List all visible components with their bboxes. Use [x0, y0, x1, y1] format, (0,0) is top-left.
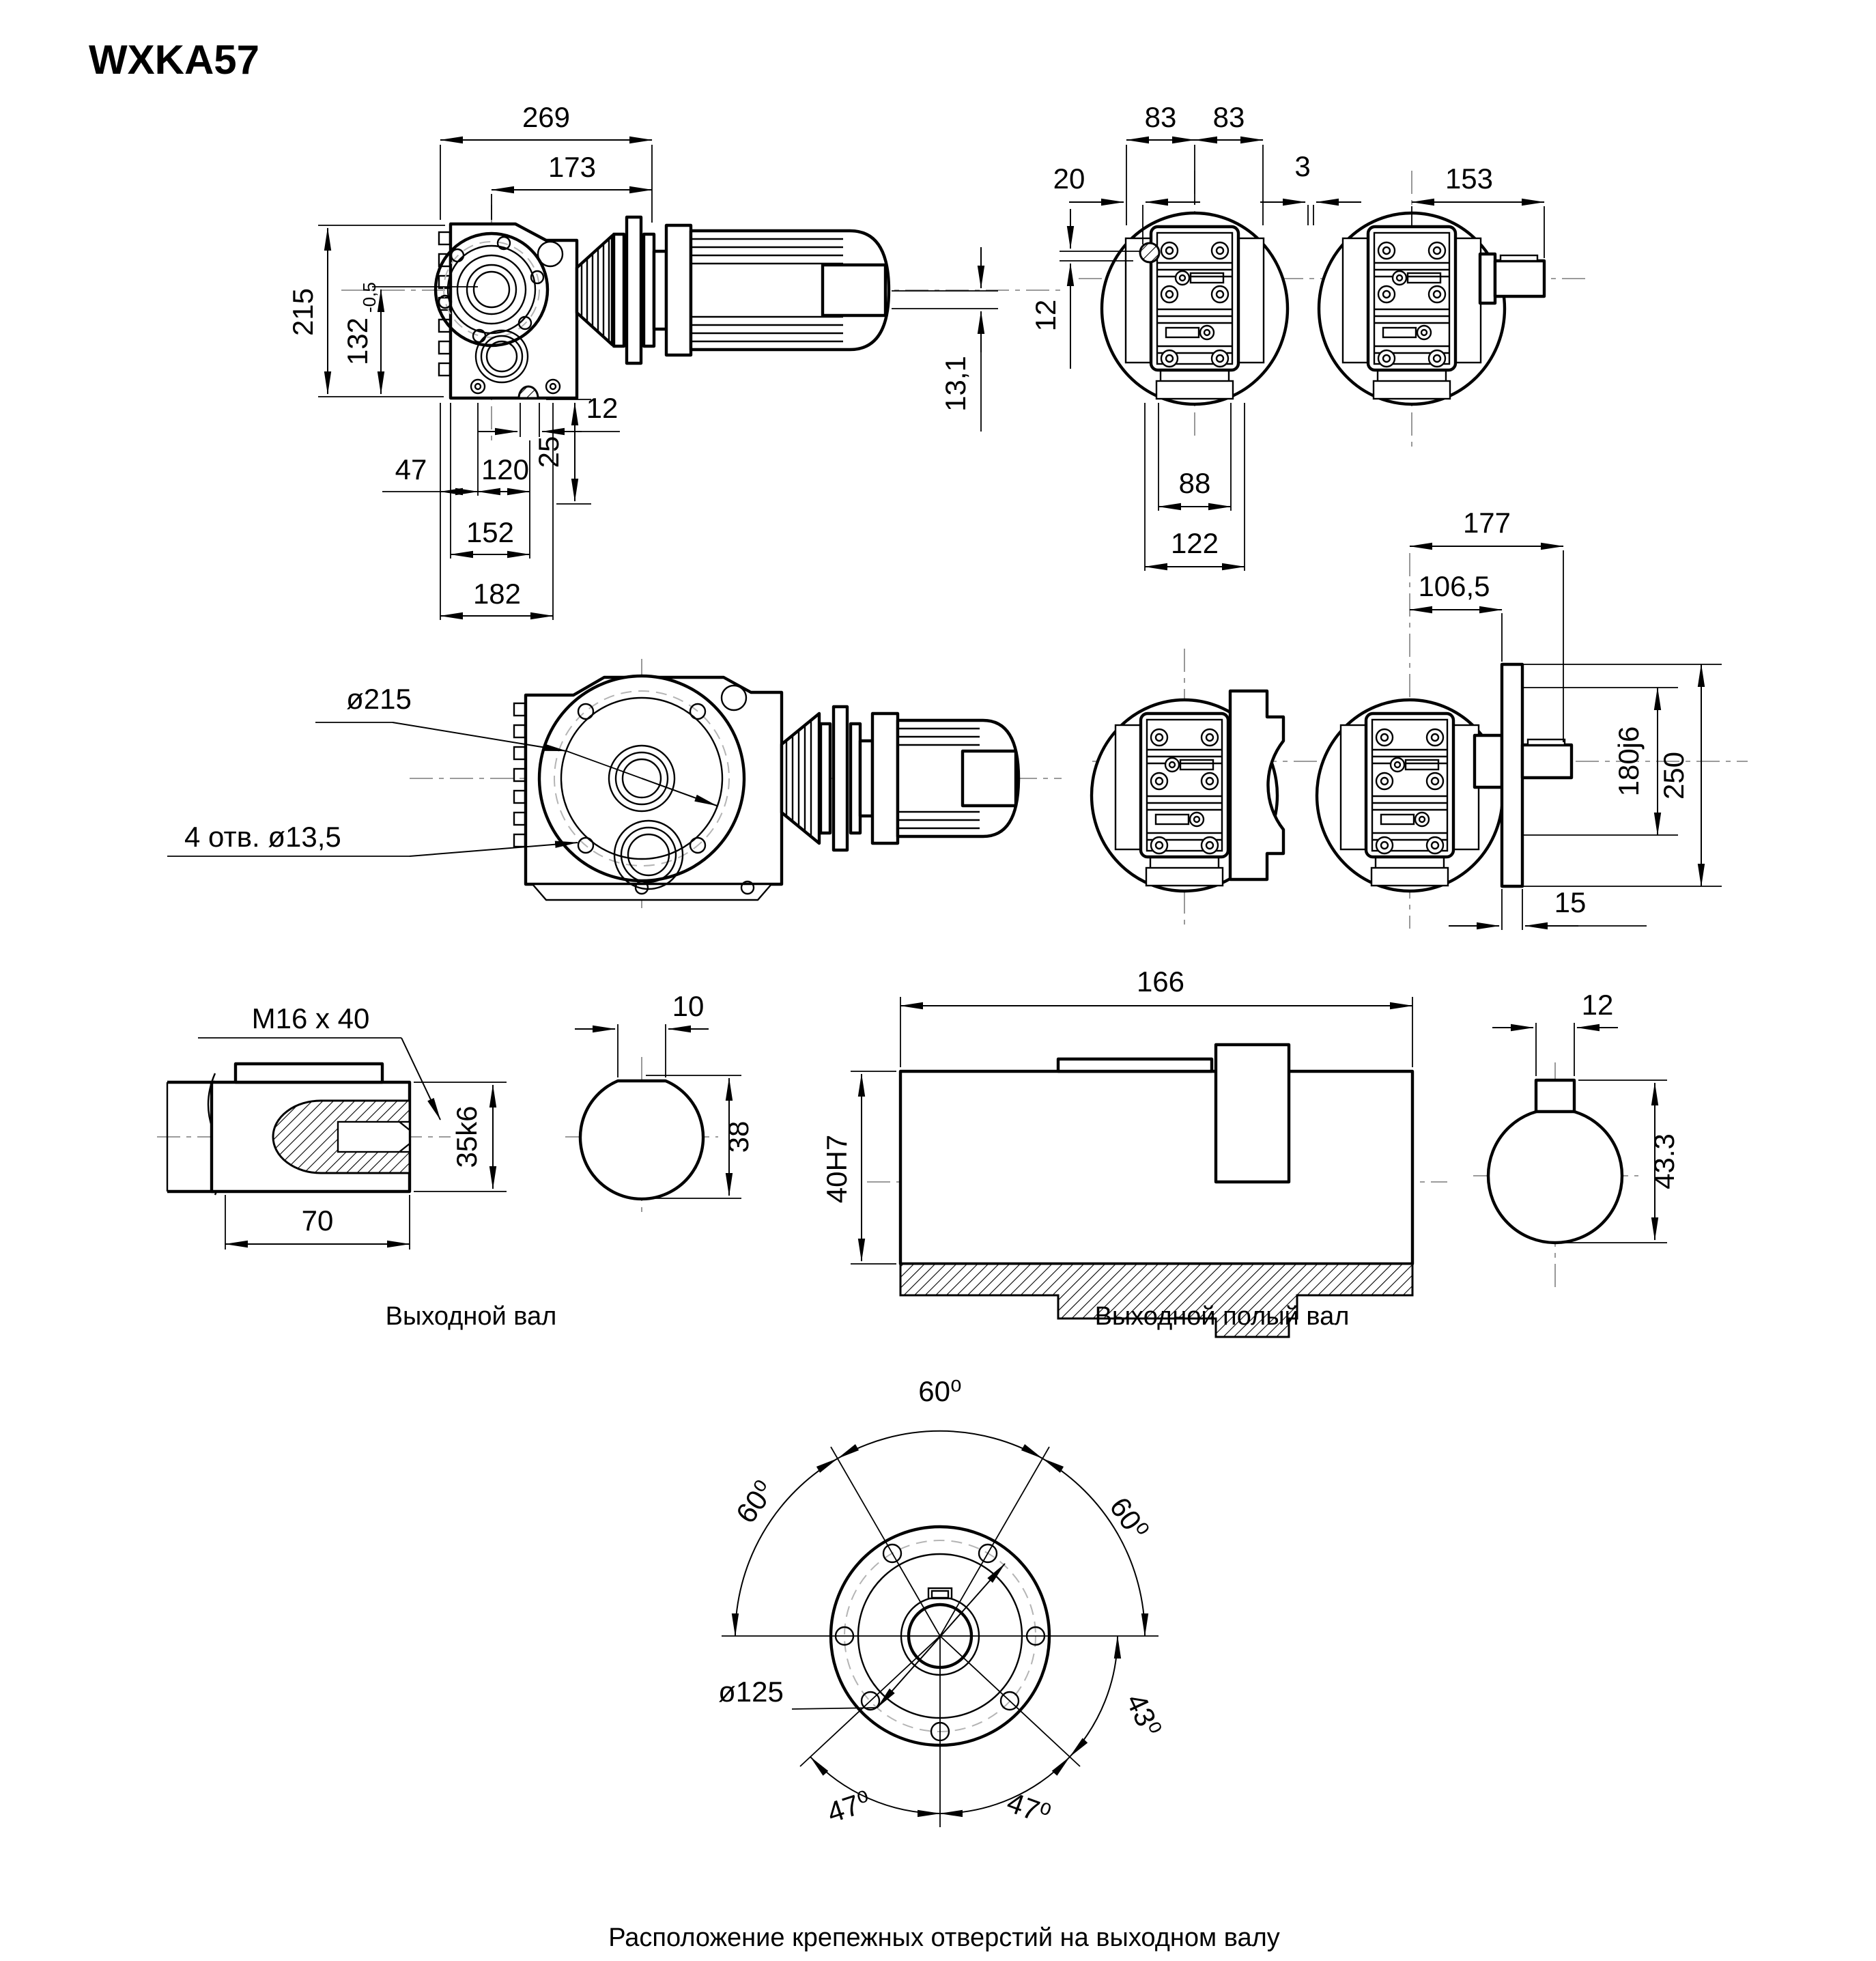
- dim-132: 132: [341, 317, 373, 366]
- angle-47-right: 47⁰: [1003, 1786, 1055, 1831]
- dim-13-1: 13,1: [939, 356, 971, 412]
- dim-12-plug: 12: [586, 392, 619, 424]
- dim-215: 215: [287, 287, 319, 337]
- dim-152: 152: [466, 516, 515, 548]
- dim-122: 122: [1170, 527, 1219, 559]
- caption-bolt-layout: Расположение крепежных отверстий на выходном валу: [608, 1923, 1280, 1952]
- dim-40H7: 40H7: [821, 1134, 853, 1204]
- label-flange-dia: ø215: [346, 683, 412, 715]
- dim-153: 153: [1445, 163, 1494, 195]
- angle-60-left: 60⁰: [729, 1475, 781, 1529]
- caption-hollow-shaft: Выходной полый вал: [1094, 1302, 1350, 1331]
- dim-25: 25: [532, 436, 565, 468]
- dim-47: 47: [395, 453, 427, 485]
- dim-83-left: 83: [1144, 101, 1177, 133]
- dim-132-tol: -0,5: [359, 282, 380, 313]
- angle-60-right: 60⁰: [1103, 1491, 1155, 1546]
- dim-15: 15: [1554, 886, 1587, 918]
- dim-182: 182: [472, 578, 522, 610]
- label-bolt-circle-dia: ø125: [718, 1676, 784, 1708]
- angle-47-left: 47⁰: [823, 1785, 875, 1829]
- dim-269: 269: [522, 101, 571, 133]
- dim-35k6: 35k6: [451, 1105, 483, 1168]
- dim-173: 173: [548, 151, 597, 183]
- dim-20: 20: [1053, 163, 1085, 195]
- dim-166: 166: [1136, 965, 1185, 998]
- dim-70: 70: [301, 1204, 334, 1237]
- dim-106-5: 106,5: [1418, 570, 1490, 602]
- dim-10: 10: [672, 990, 705, 1022]
- dim-250: 250: [1658, 751, 1690, 800]
- dim-177: 177: [1462, 507, 1511, 539]
- dim-3: 3: [1294, 150, 1311, 182]
- dim-180j6: 180j6: [1612, 726, 1645, 797]
- dim-120: 120: [481, 453, 530, 485]
- angle-43: 43⁰: [1120, 1689, 1167, 1742]
- label-bolt-holes: 4 отв. ø13,5: [184, 821, 341, 853]
- dim-83-right: 83: [1212, 101, 1245, 133]
- dim-88: 88: [1178, 467, 1211, 499]
- caption-output-shaft: Выходной вал: [385, 1302, 557, 1331]
- dim-12-key: 12: [1581, 989, 1614, 1021]
- dim-38: 38: [722, 1120, 754, 1153]
- drawing-title: WXKA57: [89, 37, 260, 83]
- label-thread: M16 x 40: [251, 1002, 370, 1034]
- dim-43-3: 43.3: [1648, 1133, 1680, 1189]
- angle-60-top: 60⁰: [918, 1375, 962, 1407]
- dim-12-vertical: 12: [1029, 299, 1062, 332]
